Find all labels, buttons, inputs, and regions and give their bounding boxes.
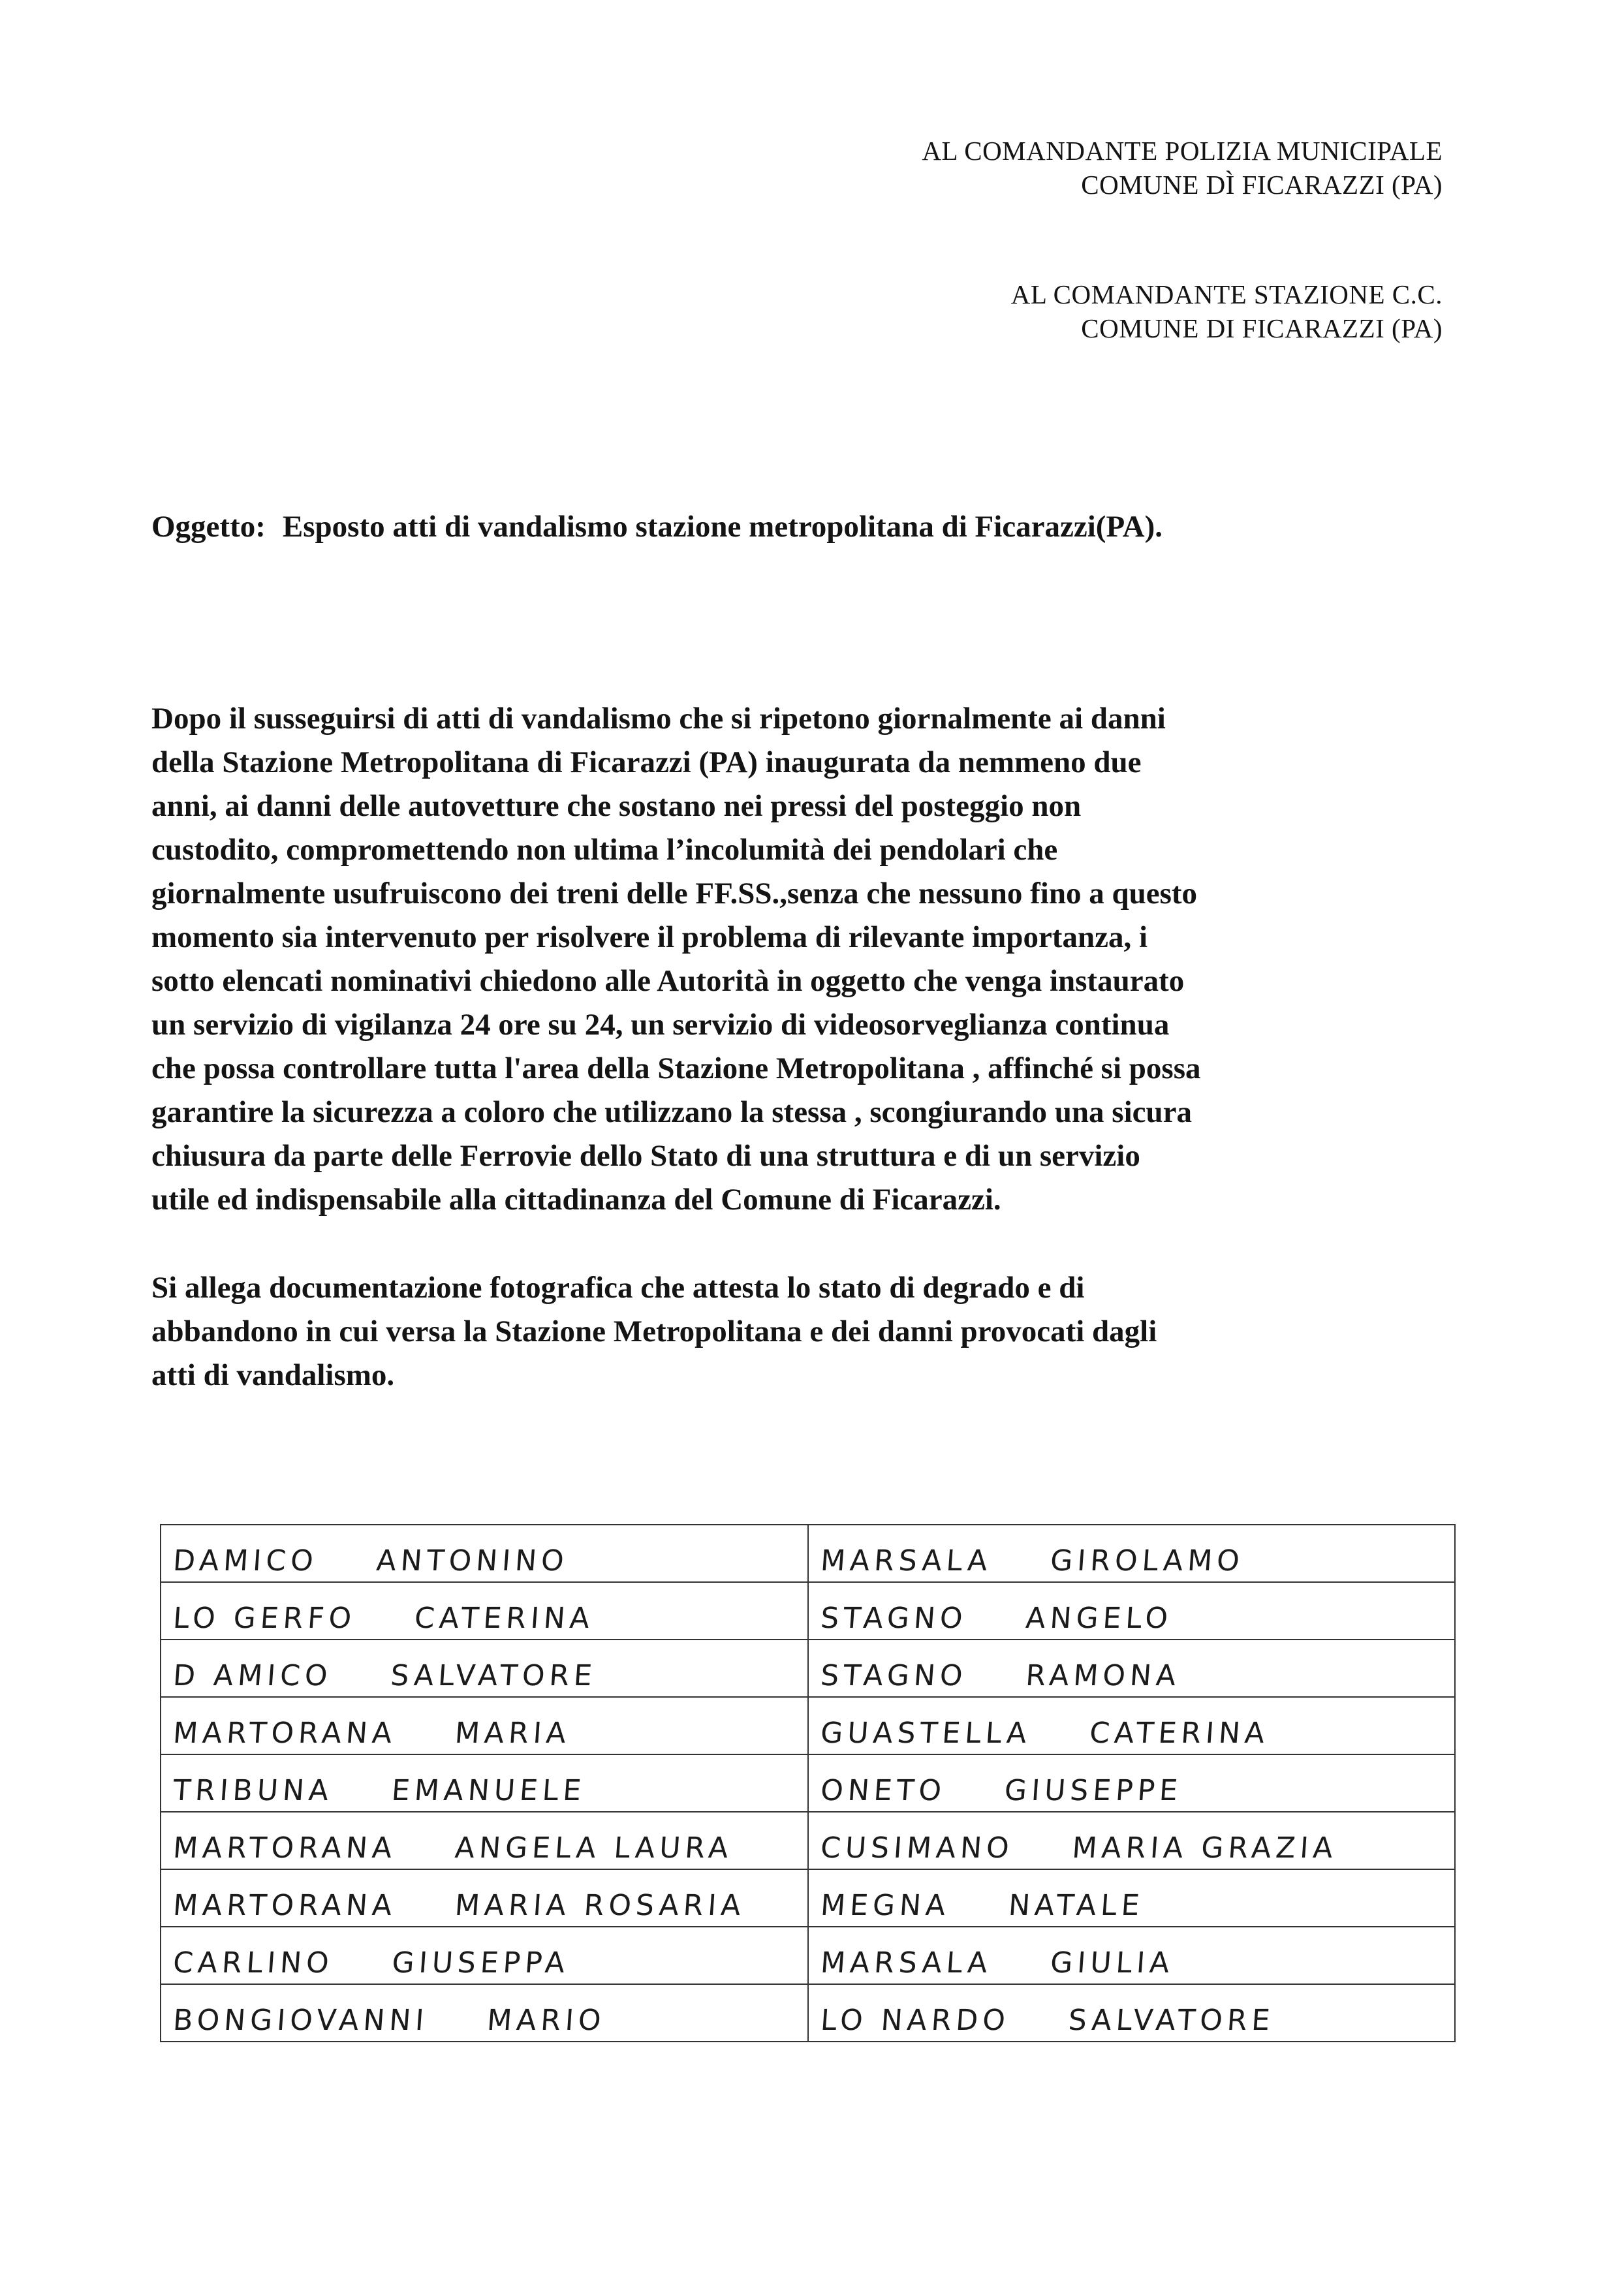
- signer-first-name: ANTONINO: [375, 1544, 570, 1578]
- body-line: utile ed indispensabile alla cittadinanza del Comune di Ficarazzi.: [151, 1183, 1001, 1217]
- body-line: custodito, compromettendo non ultima l’incolumità dei pendolari che: [151, 833, 1058, 867]
- recipient-title: AL COMANDANTE STAZIONE C.C.: [1010, 279, 1443, 309]
- handwritten-name: [172, 2004, 606, 2041]
- signature-cell: [161, 1754, 808, 1812]
- recipient-block-police: [922, 134, 1443, 202]
- signer-last-name: STAGNO: [819, 1602, 968, 1635]
- signer-last-name: MEGNA: [819, 1889, 951, 1922]
- signer-last-name: MARTORANA: [172, 1831, 398, 1865]
- body-line: anni, ai danni delle autovetture che sostano nei pressi del posteggio non: [151, 789, 1082, 823]
- signer-first-name: MARIA: [454, 1717, 572, 1750]
- signer-first-name: MARIO: [486, 2004, 607, 2037]
- body-line: garantire la sicurezza a coloro che utilizzano la stessa , scongiurando una sicura: [151, 1095, 1193, 1129]
- signer-first-name: EMANUELE: [390, 1774, 587, 1807]
- attachment-line: atti di vandalismo.: [151, 1358, 395, 1392]
- handwritten-name: [819, 1889, 1145, 1926]
- signer-last-name: D AMICO: [172, 1659, 334, 1692]
- signer-first-name: GIUSEPPA: [390, 1946, 570, 1980]
- signer-first-name: MARIA ROSARIA: [454, 1889, 747, 1922]
- body-line: sotto elencati nominativi chiedono alle Autorità in oggetto che venga instaurato: [151, 964, 1185, 998]
- handwritten-name: [172, 1889, 746, 1926]
- signature-table: [160, 1524, 1456, 2042]
- signature-cell: [161, 1640, 808, 1697]
- body-line: momento sia intervenuto per risolvere il problema di rilevante importanza, i: [151, 920, 1148, 954]
- signer-last-name: CUSIMANO: [819, 1831, 1014, 1865]
- signer-last-name: LO GERFO: [172, 1602, 357, 1635]
- body-line: giornalmente usufruiscono dei treni delle FF.SS.,senza che nessuno fino a questo: [151, 877, 1198, 910]
- signer-last-name: TRIBUNA: [172, 1774, 334, 1807]
- subject-label: Oggetto:: [151, 510, 266, 544]
- signer-last-name: CARLINO: [172, 1946, 335, 1980]
- signature-row: [161, 1984, 1455, 2042]
- signature-cell: [808, 1582, 1456, 1640]
- handwritten-name: [172, 1659, 598, 1696]
- body-line: che possa controllare tutta l'area della Stazione Metropolitana , affinché si possa: [151, 1051, 1201, 1085]
- handwritten-name: [172, 1717, 572, 1754]
- signer-first-name: ANGELA LAURA: [454, 1831, 734, 1865]
- signature-cell: [808, 1697, 1456, 1754]
- signer-last-name: ONETO: [819, 1774, 947, 1807]
- signature-row: [161, 1869, 1455, 1927]
- signature-cell: [808, 1927, 1456, 1984]
- attachment-line: Si allega documentazione fotografica che attesta lo stato di degrado e di: [151, 1271, 1085, 1305]
- signature-cell: [808, 1869, 1456, 1927]
- signer-first-name: RAMONA: [1024, 1659, 1181, 1692]
- handwritten-name: [819, 1544, 1245, 1581]
- signature-cell: [808, 1754, 1456, 1812]
- signature-row: [161, 1640, 1455, 1697]
- signature-cell: [161, 1812, 808, 1869]
- signature-row: [161, 1927, 1455, 1984]
- signature-row: [161, 1525, 1455, 1582]
- signature-cell: [161, 1869, 808, 1927]
- attachment-line: abbandono in cui versa la Stazione Metropolitana e dei danni provocati dagli: [151, 1315, 1157, 1348]
- signer-first-name: GIUSEPPE: [1003, 1774, 1183, 1807]
- handwritten-name: [172, 1602, 595, 1639]
- handwritten-name: [819, 1831, 1338, 1869]
- signer-first-name: SALVATORE: [1067, 2004, 1275, 2037]
- signature-cell: [808, 1640, 1456, 1697]
- signature-cell: [161, 1697, 808, 1754]
- signature-row: [161, 1812, 1455, 1869]
- subject-text: Esposto atti di vandalismo stazione metropolitana di Ficarazzi(PA).: [282, 510, 1163, 544]
- signature-cell: [161, 1582, 808, 1640]
- signature-row: [161, 1582, 1455, 1640]
- signature-cell: [161, 1984, 808, 2042]
- signer-first-name: CATERINA: [413, 1602, 595, 1635]
- signer-last-name: MARTORANA: [172, 1717, 398, 1750]
- signer-first-name: GIULIA: [1049, 1946, 1175, 1980]
- signer-first-name: ANGELO: [1024, 1602, 1174, 1635]
- signature-row: [161, 1697, 1455, 1754]
- signer-last-name: GUASTELLA: [819, 1717, 1032, 1750]
- signer-last-name: LO NARDO: [819, 2004, 1011, 2037]
- body-line: Dopo il susseguirsi di atti di vandalismo che si ripetono giornalmente ai danni: [151, 702, 1166, 736]
- signer-last-name: MARSALA: [819, 1946, 993, 1980]
- handwritten-name: [819, 1602, 1174, 1639]
- signature-cell: [808, 1984, 1456, 2042]
- signer-first-name: MARIA GRAZIA: [1070, 1831, 1338, 1865]
- signature-cell: [808, 1812, 1456, 1869]
- handwritten-name: [172, 1831, 734, 1869]
- subject-line: [151, 509, 1163, 544]
- attachment-paragraph: [151, 1266, 1476, 1397]
- handwritten-name: [819, 1774, 1183, 1811]
- handwritten-name: [819, 1717, 1270, 1754]
- signature-cell: [161, 1927, 808, 1984]
- handwritten-name: [172, 1544, 569, 1581]
- recipient-block-carabinieri: [1011, 277, 1443, 346]
- signer-first-name: GIROLAMO: [1049, 1544, 1245, 1578]
- handwritten-name: [819, 1946, 1175, 1984]
- signer-last-name: MARTORANA: [172, 1889, 398, 1922]
- handwritten-name: [172, 1774, 587, 1811]
- signer-last-name: MARSALA: [819, 1544, 993, 1578]
- body-line: un servizio di vigilanza 24 ore su 24, un servizio di videosorveglianza continua: [151, 1008, 1170, 1042]
- signature-cell: [161, 1525, 808, 1582]
- signature-cell: [808, 1525, 1456, 1582]
- recipient-municipality: COMUNE DÌ FICARAZZI (PA): [1081, 170, 1443, 200]
- handwritten-name: [819, 1659, 1181, 1696]
- signer-last-name: BONGIOVANNI: [172, 2004, 430, 2037]
- body-line: della Stazione Metropolitana di Ficarazzi (PA) inaugurata da nemmeno due: [151, 745, 1142, 779]
- signer-first-name: SALVATORE: [389, 1659, 598, 1692]
- signer-last-name: DAMICO: [172, 1544, 319, 1578]
- recipient-title: AL COMANDANTE POLIZIA MUNICIPALE: [922, 136, 1443, 166]
- recipient-municipality: COMUNE DI FICARAZZI (PA): [1081, 313, 1443, 344]
- signer-last-name: STAGNO: [819, 1659, 968, 1692]
- handwritten-name: [819, 2004, 1275, 2041]
- signature-row: [161, 1754, 1455, 1812]
- handwritten-name: [172, 1946, 570, 1984]
- body-paragraph: [151, 697, 1476, 1222]
- signer-first-name: CATERINA: [1088, 1717, 1270, 1750]
- signer-first-name: NATALE: [1007, 1889, 1145, 1922]
- body-line: chiusura da parte delle Ferrovie dello Stato di una struttura e di un servizio: [151, 1139, 1140, 1173]
